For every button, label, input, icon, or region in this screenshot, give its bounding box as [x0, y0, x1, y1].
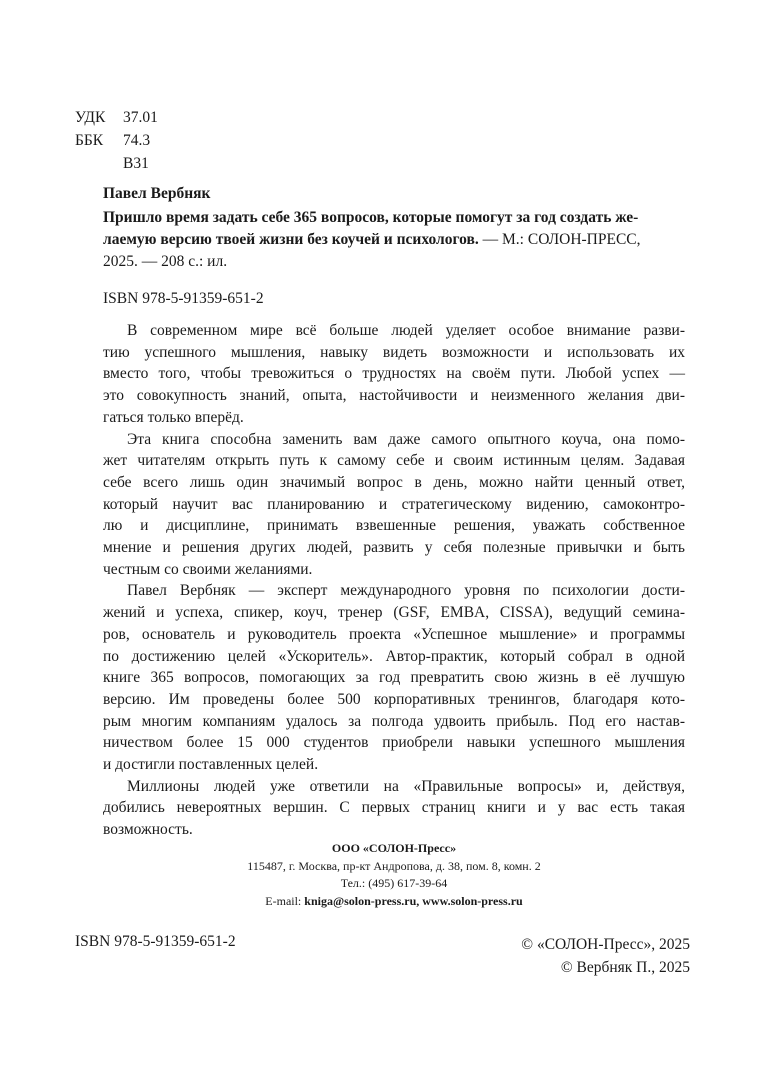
author-mark-row — [75, 154, 215, 174]
annotation-line: честным со своими желаниями. — [103, 560, 313, 578]
annotation-line: мнение и решения других людей, развить у себя полезные привычки и быть — [103, 539, 685, 557]
publisher-phone: Тел.: (495) 617-39-64 — [340, 876, 448, 890]
annotation-line: книге 365 вопросов, помогающих за год превратить свою жизнь в её лучшую — [103, 669, 685, 687]
annotation-line: который научит вас планированию и стратегическому видению, самоконтро- — [103, 495, 685, 513]
annotation-line: возможность. — [103, 821, 193, 839]
annotation-line: ров, основатель и руководитель проекта «Успешное мышление» и программы — [103, 625, 685, 643]
biblio-publisher: — М.: СОЛОН-ПРЕСС, — [478, 231, 641, 248]
annotation-line: жет читателям открыть путь к самому себе и своим истинным целям. Задавая — [103, 452, 685, 470]
classification-value: В31 — [123, 155, 149, 172]
publisher-contacts — [103, 893, 685, 911]
annotation-paragraph — [103, 776, 685, 841]
publisher-imprint — [103, 840, 685, 910]
biblio-title-line — [103, 229, 685, 251]
author-name: Павел Вербняк — [103, 185, 211, 202]
copyright-publisher: © «СОЛОН-Пресс», 2025 — [521, 936, 690, 953]
annotation-paragraph — [103, 429, 685, 581]
annotation-line: гаться только вперёд. — [103, 408, 244, 426]
email-and-website: kniga@solon-press.ru, www.solon-press.ru — [304, 893, 523, 908]
email-label: E-mail: — [265, 893, 305, 908]
bbk-row — [75, 131, 215, 151]
annotation-line: Павел Вербняк — эксперт международного уровня по психологии дости- — [127, 582, 685, 600]
biblio-year-pages: 2025. — 208 с.: ил. — [103, 253, 228, 270]
annotation-line: Эта книга способна заменить вам даже самого опытного коуча, она помо- — [127, 430, 685, 448]
isbn-bottom: ISBN 978-5-91359-651-2 — [75, 933, 236, 950]
publisher-address: 115487, г. Москва, пр-кт Андропова, д. 38, пом. 8, комн. 2 — [247, 858, 541, 873]
annotation-line: ничеством более 15 000 студентов приобрели навыки успешного мышления — [103, 734, 685, 752]
annotation-line: себе всего лишь один значимый вопрос в день, можно найти ценный ответ, — [103, 473, 685, 491]
biblio-title-line: Пришло время задать себе 365 вопросов, которые помогут за год создать же- — [103, 209, 639, 226]
annotation-line: Миллионы людей уже ответили на «Правильные вопросы» и, действуя, — [127, 777, 685, 795]
classification-value: 74.3 — [123, 132, 151, 149]
biblio-title-cont: лаемую версию твоей жизни без коучей и психологов. — [103, 231, 479, 248]
annotation-line: лю и дисциплине, принимать взвешенные решения, уважать собственное — [103, 517, 685, 535]
annotation-line: по достижению целей «Ускоритель». Автор-практик, который собрал в одной — [103, 647, 685, 665]
classification-code: УДК — [75, 109, 106, 126]
classification-code: ББК — [75, 132, 104, 149]
bibliographic-record — [103, 207, 685, 273]
isbn-top: ISBN 978-5-91359-651-2 — [103, 290, 264, 307]
annotation-line: тию успешного мышления, навыку видеть возможности и использовать их — [103, 343, 685, 361]
copyright-author: © Вербняк П., 2025 — [560, 959, 690, 976]
annotation-paragraph — [103, 320, 685, 429]
annotation-line: вместо того, чтобы тревожиться о трудностях на своём пути. Любой успех — — [103, 365, 685, 383]
udk-row — [75, 108, 215, 128]
classification-value: 37.01 — [123, 109, 158, 126]
annotation-line: и достигли поставленных целей. — [103, 756, 319, 774]
annotation-line: добились невероятных вершин. С первых страниц книги и у вас есть такая — [103, 799, 685, 817]
annotation — [103, 320, 685, 841]
annotation-line: это совокупность знаний, опыта, настойчивости и неизменного желания дви- — [103, 387, 685, 405]
annotation-line: версию. Им проведены более 500 корпоративных тренингов, благодаря кото- — [103, 690, 685, 708]
publisher-name: ООО «СОЛОН-Пресс» — [331, 841, 457, 855]
annotation-line: В современном мире всё больше людей уделяет особое внимание разви- — [127, 322, 685, 339]
copyright-block — [440, 933, 690, 979]
annotation-paragraph — [103, 580, 685, 775]
annotation-line: рым многим компаниям удалось за полгода удвоить прибыль. Под его настав- — [103, 712, 685, 730]
annotation-line: жений и успеха, спикер, коуч, тренер (GSF, EMBA, CISSA), ведущий семина- — [103, 604, 685, 622]
